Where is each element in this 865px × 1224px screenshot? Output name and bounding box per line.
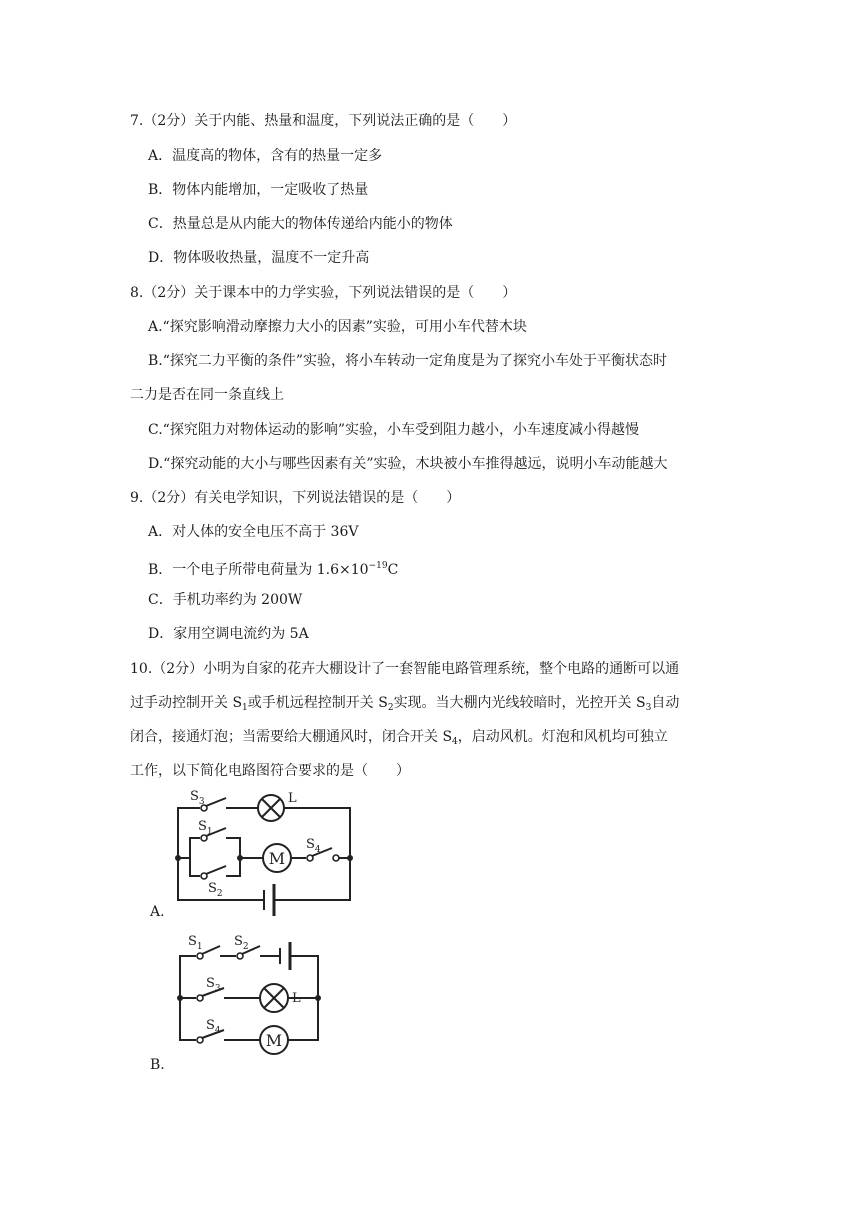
- q10-text-c: 实现。当大棚内光线较暗时，光控开关 S: [393, 695, 646, 711]
- q10-text-a: 过手动控制开关 S: [130, 695, 243, 711]
- motor-icon: [260, 1026, 288, 1054]
- q7-option-b: B．物体内能增加，一定吸收了热量: [148, 182, 369, 198]
- q10-sub-1: 1: [242, 703, 248, 713]
- label-s1: $S_1$: [188, 934, 203, 952]
- q10-stem-line1: 10.（2分）小明为自家的花卉大棚设计了一套智能电路管理系统，整个电路的通断可以通: [130, 661, 680, 677]
- q9-option-a: A．对人体的安全电压不高于 36V: [148, 524, 359, 540]
- q10-sub-3: 3: [645, 703, 652, 713]
- label-l: L: [292, 991, 301, 1006]
- q8-option-d: D.“探究动能的大小与哪些因素有关”实验，木块被小车推得越远，说明小车动能越大: [148, 456, 668, 472]
- q10-stem-line2: [130, 693, 679, 718]
- q10-text-d: 自动: [651, 695, 680, 711]
- q7-option-d: D．物体吸收热量，温度不一定升高: [148, 250, 370, 266]
- q8-option-b-line1: B.“探究二力平衡的条件”实验，将小车转动一定角度是为了探究小车处于平衡状态时: [148, 353, 668, 369]
- label-s3: $S_3$: [190, 789, 205, 807]
- q9-option-d: D．家用空调电流约为 5A: [148, 626, 309, 642]
- q8-option-c: C.“探究阻力对物体运动的影响”实验，小车受到阻力越小，小车速度减小得越慢: [148, 422, 639, 438]
- q10-sub-4: 4: [452, 737, 458, 747]
- q10-option-b-label: B.: [150, 1057, 165, 1073]
- label-s4: $S_4$: [206, 1018, 221, 1036]
- q10-sub-2: 2: [387, 703, 394, 713]
- q8-stem: 8.（2分）关于课本中的力学实验，下列说法错误的是（ ）: [130, 285, 517, 301]
- junction-dot: [177, 995, 183, 1001]
- switch-s4-contact-2: [333, 855, 339, 861]
- q10-text-e: 闭合，接通灯泡；当需要给大棚通风时，闭合开关 S: [130, 729, 453, 745]
- junction-dot: [347, 855, 353, 861]
- motor-label: M: [265, 1031, 283, 1050]
- q8-option-b-line2: 二力是否在同一条直线上: [130, 387, 284, 403]
- junction-dot: [175, 855, 181, 861]
- label-l: L: [288, 791, 297, 806]
- q10-stem-line3: [130, 727, 668, 752]
- label-s4: $S_4$: [306, 837, 321, 855]
- motor-icon: [263, 844, 291, 872]
- q9-option-b: [148, 556, 398, 580]
- q7-stem: 7.（2分）关于内能、热量和温度，下列说法正确的是（ ）: [130, 113, 517, 129]
- junction-dot: [315, 995, 321, 1001]
- q7-option-a: A．温度高的物体，含有的热量一定多: [148, 148, 383, 164]
- switch-s2-blade: [206, 866, 226, 874]
- lamp-icon: [258, 795, 284, 821]
- q9-option-b-unit: C: [387, 562, 399, 578]
- q10-text-b: 或手机远程控制开关 S: [247, 695, 388, 711]
- q9-option-c: C．手机功率约为 200W: [148, 592, 303, 608]
- label-s3: $S_3$: [206, 976, 221, 994]
- q9-option-b-text: B．一个电子所带电荷量为 1.6×10: [148, 562, 369, 578]
- q7-option-c: C．热量总是从内能大的物体传递给内能小的物体: [148, 216, 453, 232]
- switch-s1-blade: [202, 946, 220, 954]
- label-s1: $S_1$: [198, 819, 213, 837]
- circuit-diagram-a: [160, 788, 370, 918]
- q10-text-f: ，启动风机。灯泡和风机均可独立: [457, 729, 668, 745]
- battery-icon: [264, 884, 274, 916]
- q10-stem-line4: 工作，以下简化电路图符合要求的是（ ）: [130, 763, 410, 779]
- circuit-diagram-b: [168, 930, 328, 1056]
- q10-option-a-label: A.: [150, 904, 165, 920]
- q9-option-b-exponent: −19: [368, 561, 388, 571]
- label-s2: $S_2$: [208, 881, 223, 899]
- motor-label: M: [268, 849, 286, 868]
- label-s2: $S_2$: [234, 934, 249, 952]
- battery-icon: [280, 942, 290, 970]
- q9-stem: 9.（2分）有关电学知识，下列说法错误的是（ ）: [130, 490, 461, 506]
- switch-s3-blade: [206, 798, 226, 806]
- lamp-icon: [260, 984, 288, 1012]
- q8-option-a: A.“探究影响滑动摩擦力大小的因素”实验，可用小车代替木块: [148, 319, 527, 335]
